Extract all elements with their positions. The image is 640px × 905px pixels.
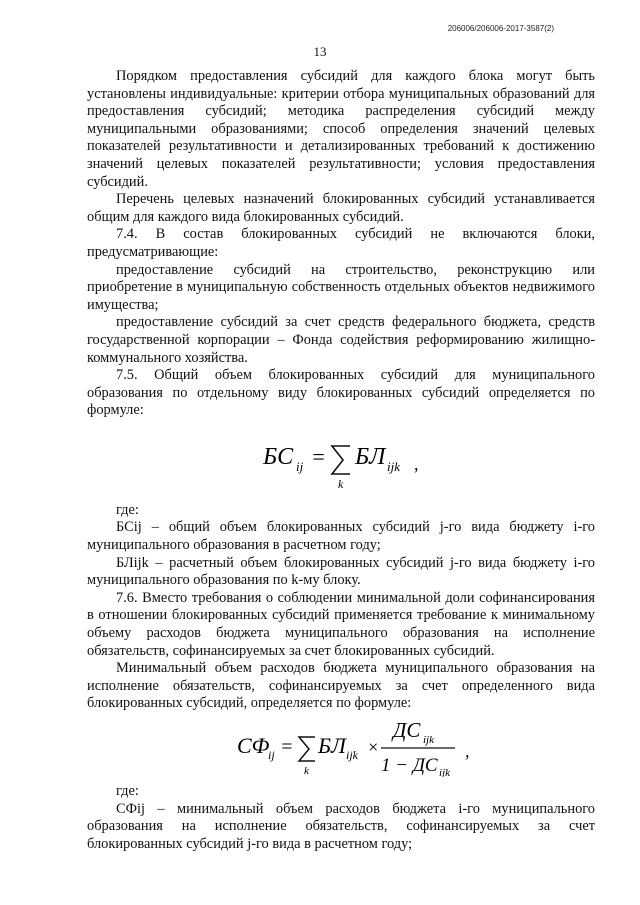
- paragraph-federal-funds: предоставление субсидий за счет средств федерального бюджета, средств государственной корпорации – Фонда содействия реформированию жилищно-коммунального хозяйства.: [87, 314, 595, 366]
- formula-2-comma: ,: [465, 741, 470, 761]
- document-id: 206006/206006-2017-3587(2): [447, 24, 554, 33]
- formula-min-expenses: [87, 717, 595, 777]
- formula-block-subsidy: [87, 430, 595, 492]
- formula-2-equals: =: [280, 736, 294, 758]
- paragraph-7-4: 7.4. В состав блокированных субсидий не включаются блоки, предусматривающие:: [87, 226, 595, 260]
- definition-sf: СФij – минимальный объем расходов бюджета i-го муниципального образования на исполнение обязательств, софинансируемых за счет блокированных субсидий j-го вида в расчетном году;: [87, 800, 595, 852]
- formula-2-term-sub: ijk: [346, 748, 358, 762]
- where-label-1: где:: [116, 501, 139, 518]
- paragraph-subsidy-procedure: Порядком предоставления субсидий для каждого блока могут быть установлены индивидуальные: критерии отбора муниципальных образований для предоставления субсидий; методика распределения субсидий между муниципальными образованиями; способ определения значений целевых показателей результативности и детализированных требований к достижению значений целевых показателей результативности; условия предоставления субсидий.: [87, 68, 595, 190]
- definition-bs: БСij – общий объем блокированных субсидий j-го вида бюджету i-го муниципального образования в расчетном году;: [87, 519, 595, 554]
- paragraph-7-6: 7.6. Вместо требования о соблюдении минимальной доли софинансирования в отношении блокированных субсидий применяется требование к минимальному объему расходов бюджета муниципального образования на исполнение обязательств, софинансируемых за счет блокированных субсидий.: [87, 589, 595, 659]
- formula-2-denominator: 1 − ДС: [381, 755, 438, 776]
- paragraph-7-5: 7.5. Общий объем блокированных субсидий для муниципального образования по отдельному виду блокированных субсидий определяется по формуле:: [87, 367, 595, 419]
- formula-2-lhs-sub: ij: [268, 748, 275, 762]
- definition-bl: БЛijk – расчетный объем блокированных субсидий j-го вида бюджету i-го муниципального образования по k-му блоку.: [87, 554, 595, 589]
- paragraph-construction: предоставление субсидий на строительство, реконструкцию или приобретение в муниципальную собственность отдельных объектов недвижимого имущества;: [87, 261, 595, 313]
- formula-1-svg: [87, 430, 595, 492]
- formula-1-sum-sub: k: [338, 476, 344, 491]
- formula-1-equals: =: [311, 443, 326, 469]
- paragraph-target-list: Перечень целевых назначений блокированных субсидий устанавливается общим для каждого вида блокированных субсидий.: [87, 191, 595, 225]
- formula-1-term-sub: ijk: [387, 458, 400, 474]
- formula-2-numerator-sub: ijk: [423, 734, 434, 746]
- formula-2-numerator: ДС: [393, 718, 421, 742]
- formula-2-sum-sub: k: [304, 765, 309, 777]
- paragraph-min-volume: Минимальный объем расходов бюджета муниципального образования на исполнение обязательств, софинансируемых за счет определенного вида блокированных субсидий, определяется по формуле:: [87, 660, 595, 712]
- summation-icon: [299, 737, 315, 761]
- formula-2-times: ×: [367, 737, 380, 757]
- where-label-2: где:: [116, 783, 139, 799]
- formula-2-svg: [87, 717, 595, 777]
- formula-1-lhs: БС: [263, 443, 294, 470]
- formula-2-denominator-sub: ijk: [439, 767, 450, 777]
- formula-1-comma: ,: [414, 453, 419, 474]
- document-body: [87, 68, 595, 853]
- summation-icon: [332, 446, 350, 474]
- formula-2-term: БЛ: [318, 733, 346, 758]
- formula-1-lhs-sub: ij: [296, 458, 304, 474]
- formula-1-term: БЛ: [355, 443, 386, 470]
- page-number: 13: [313, 44, 327, 59]
- formula-2-lhs: СФ: [237, 733, 270, 758]
